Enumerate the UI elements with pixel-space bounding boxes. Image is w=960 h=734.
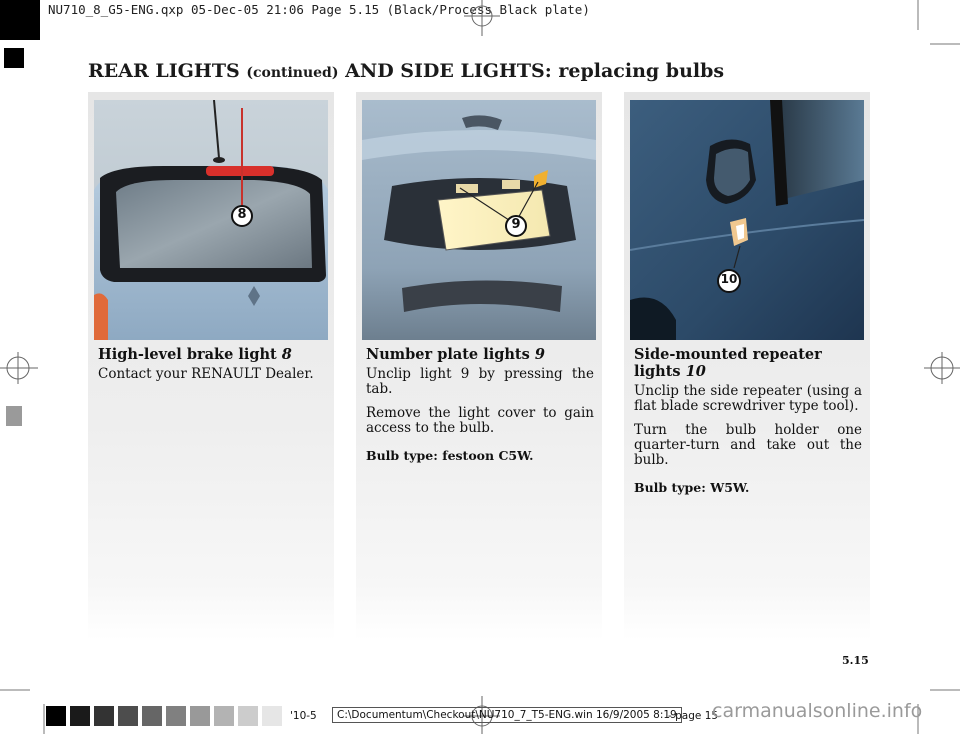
- heading-number-plate: Number plate lights 9: [366, 346, 545, 363]
- color-bar-square: [118, 706, 138, 726]
- callout-label: 8: [237, 207, 247, 222]
- color-bar-square: [262, 706, 282, 726]
- heading-side-repeater: Side-mounted repeater lights 10: [634, 346, 822, 380]
- paragraph: Unclip light 9 by pressing the tab.: [366, 366, 594, 397]
- bulb-type: Bulb type: festoon C5W.: [366, 448, 534, 463]
- paragraph: Contact your RENAULT Dealer.: [98, 366, 314, 382]
- paragraph: Turn the bulb holder one quarter-turn and take out the bulb.: [634, 422, 862, 468]
- footer-file-path: C:\Documentum\Checkout\NU710_7_T5-ENG.win 16/9/2005 8:19: [332, 707, 682, 723]
- column-number-plate: [356, 92, 602, 640]
- print-slug: NU710_8_G5-ENG.qxp 05-Dec-05 21:06 Page 5.15 (Black/Process Black plate): [48, 2, 590, 17]
- page-title: REAR LIGHTS (continued) AND SIDE LIGHTS: replacing bulbs: [88, 60, 725, 82]
- color-bar-square: [142, 706, 162, 726]
- photo-number-plate: [362, 100, 596, 340]
- callout-label: 9: [511, 217, 521, 232]
- paragraph: Unclip the side repeater (using a flat blade screwdriver type tool).: [634, 383, 862, 414]
- heading-brake-light: High-level brake light 8: [98, 346, 292, 363]
- bulb-type: Bulb type: W5W.: [634, 480, 750, 495]
- photo-side-repeater: [630, 100, 864, 340]
- color-bar-square: [238, 706, 258, 726]
- photo-rear-hatch: [94, 100, 328, 340]
- column-side-repeater: [624, 92, 870, 640]
- callout-label: 10: [720, 272, 738, 286]
- column-brake-light: [88, 92, 334, 640]
- page-number: 5.15: [842, 654, 869, 667]
- footer-prefix: '10-5: [290, 710, 317, 722]
- color-bar-square: [166, 706, 186, 726]
- color-bar-square: [70, 706, 90, 726]
- color-bar-square: [46, 706, 66, 726]
- footer-suffix: - page 15: [668, 710, 719, 722]
- paragraph: Remove the light cover to gain access to the bulb.: [366, 405, 594, 436]
- watermark: carmanualsonline.info: [712, 700, 923, 722]
- color-bar-square: [94, 706, 114, 726]
- color-bar-square: [190, 706, 210, 726]
- color-bar-square: [214, 706, 234, 726]
